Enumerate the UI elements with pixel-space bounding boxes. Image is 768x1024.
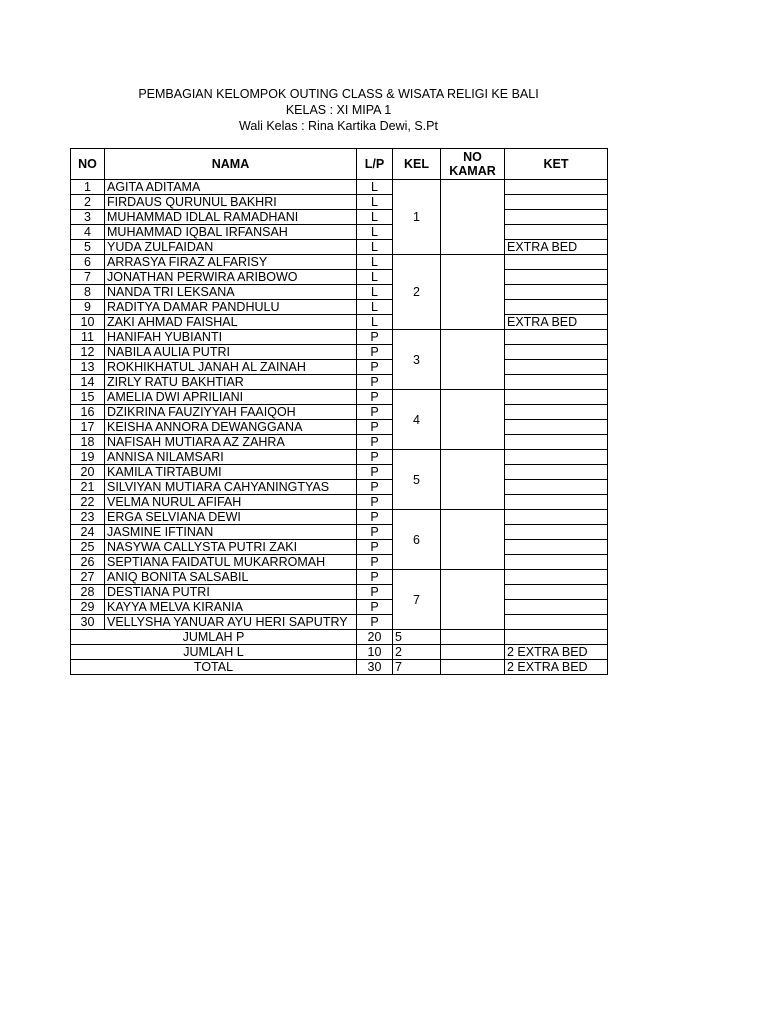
cell-no: 3	[71, 210, 105, 225]
cell-kel: 1	[393, 180, 441, 255]
cell-nama: SILVIYAN MUTIARA CAHYANINGTYAS	[105, 480, 357, 495]
cell-ket	[505, 525, 608, 540]
header-kel: KEL	[393, 149, 441, 180]
cell-lp: L	[357, 195, 393, 210]
cell-ket	[505, 195, 608, 210]
cell-lp: P	[357, 435, 393, 450]
cell-lp: L	[357, 300, 393, 315]
cell-nama: NASYWA CALLYSTA PUTRI ZAKI	[105, 540, 357, 555]
cell-nama: DZIKRINA FAUZIYYAH FAAIQOH	[105, 405, 357, 420]
cell-no: 13	[71, 360, 105, 375]
cell-ket	[505, 300, 608, 315]
header-ket: KET	[505, 149, 608, 180]
table-row	[71, 540, 608, 555]
table-row	[71, 180, 608, 195]
cell-lp: P	[357, 570, 393, 585]
cell-nama: SEPTIANA FAIDATUL MUKARROMAH	[105, 555, 357, 570]
table-row	[71, 405, 608, 420]
cell-no-kamar	[441, 450, 505, 510]
cell-ket	[505, 450, 608, 465]
table-row	[71, 255, 608, 270]
cell-ket	[505, 210, 608, 225]
cell-ket	[505, 495, 608, 510]
document-title: PEMBAGIAN KELOMPOK OUTING CLASS & WISATA RELIGI KE BALI	[138, 87, 539, 101]
cell-ket	[505, 435, 608, 450]
cell-lp: P	[357, 615, 393, 630]
summary-kel: 2	[393, 645, 441, 660]
cell-lp: P	[357, 330, 393, 345]
cell-no: 26	[71, 555, 105, 570]
cell-no: 24	[71, 525, 105, 540]
table-row	[71, 420, 608, 435]
summary-label: TOTAL	[71, 660, 357, 675]
table-row	[71, 300, 608, 315]
cell-no: 10	[71, 315, 105, 330]
table-row	[71, 495, 608, 510]
table-body	[71, 180, 608, 675]
group-table	[70, 148, 608, 675]
cell-no: 8	[71, 285, 105, 300]
cell-lp: P	[357, 420, 393, 435]
cell-ket	[505, 390, 608, 405]
table-row	[71, 210, 608, 225]
cell-nama: MUHAMMAD IQBAL IRFANSAH	[105, 225, 357, 240]
cell-no-kamar	[441, 180, 505, 255]
table-row	[71, 450, 608, 465]
cell-lp: P	[357, 525, 393, 540]
cell-no: 6	[71, 255, 105, 270]
header-lp: L/P	[357, 149, 393, 180]
cell-nama: KAMILA TIRTABUMI	[105, 465, 357, 480]
summary-row	[71, 630, 608, 645]
cell-lp: L	[357, 225, 393, 240]
cell-nama: ANIQ BONITA SALSABIL	[105, 570, 357, 585]
cell-ket	[505, 330, 608, 345]
table-row	[71, 555, 608, 570]
cell-no: 11	[71, 330, 105, 345]
cell-no: 17	[71, 420, 105, 435]
cell-nama: VELMA NURUL AFIFAH	[105, 495, 357, 510]
summary-row	[71, 660, 608, 675]
cell-ket	[505, 570, 608, 585]
cell-lp: L	[357, 285, 393, 300]
summary-label: JUMLAH L	[71, 645, 357, 660]
summary-kel: 7	[393, 660, 441, 675]
cell-nama: AMELIA DWI APRILIANI	[105, 390, 357, 405]
cell-nama: NABILA AULIA PUTRI	[105, 345, 357, 360]
cell-lp: P	[357, 480, 393, 495]
cell-no: 18	[71, 435, 105, 450]
table-row	[71, 270, 608, 285]
cell-lp: L	[357, 255, 393, 270]
cell-nama: DESTIANA PUTRI	[105, 585, 357, 600]
table-row	[71, 315, 608, 330]
summary-kamar	[441, 660, 505, 675]
table-row	[71, 195, 608, 210]
header-nama: NAMA	[105, 149, 357, 180]
summary-kamar	[441, 630, 505, 645]
cell-no: 1	[71, 180, 105, 195]
cell-ket	[505, 345, 608, 360]
cell-no: 5	[71, 240, 105, 255]
cell-lp: P	[357, 345, 393, 360]
cell-kel: 7	[393, 570, 441, 630]
table-row	[71, 435, 608, 450]
cell-ket	[505, 180, 608, 195]
table-row	[71, 285, 608, 300]
cell-nama: NANDA TRI LEKSANA	[105, 285, 357, 300]
cell-ket: EXTRA BED	[505, 240, 608, 255]
cell-ket: EXTRA BED	[505, 315, 608, 330]
title-block	[70, 86, 607, 134]
cell-ket	[505, 405, 608, 420]
cell-no: 22	[71, 495, 105, 510]
summary-kamar	[441, 645, 505, 660]
cell-nama: YUDA ZULFAIDAN	[105, 240, 357, 255]
cell-lp: P	[357, 600, 393, 615]
table-row	[71, 465, 608, 480]
table-row	[71, 615, 608, 630]
table-row	[71, 390, 608, 405]
cell-ket	[505, 615, 608, 630]
cell-ket	[505, 375, 608, 390]
table-row	[71, 345, 608, 360]
cell-kel: 2	[393, 255, 441, 330]
table-row	[71, 585, 608, 600]
cell-no-kamar	[441, 570, 505, 630]
cell-nama: ZIRLY RATU BAKHTIAR	[105, 375, 357, 390]
table-row	[71, 525, 608, 540]
summary-ket: 2 EXTRA BED	[505, 645, 608, 660]
cell-no: 16	[71, 405, 105, 420]
cell-no-kamar	[441, 390, 505, 450]
cell-ket	[505, 480, 608, 495]
table-row	[71, 510, 608, 525]
cell-no: 7	[71, 270, 105, 285]
cell-lp: P	[357, 450, 393, 465]
cell-no: 25	[71, 540, 105, 555]
cell-no: 29	[71, 600, 105, 615]
cell-ket	[505, 585, 608, 600]
cell-kel: 3	[393, 330, 441, 390]
cell-nama: VELLYSHA YANUAR AYU HERI SAPUTRY	[105, 615, 357, 630]
cell-ket	[505, 255, 608, 270]
table-row	[71, 330, 608, 345]
cell-nama: AGITA ADITAMA	[105, 180, 357, 195]
cell-no: 15	[71, 390, 105, 405]
summary-kel: 5	[393, 630, 441, 645]
cell-lp: P	[357, 585, 393, 600]
cell-no: 28	[71, 585, 105, 600]
cell-no: 12	[71, 345, 105, 360]
cell-no-kamar	[441, 330, 505, 390]
cell-no: 9	[71, 300, 105, 315]
cell-lp: L	[357, 240, 393, 255]
cell-nama: ANNISA NILAMSARI	[105, 450, 357, 465]
cell-nama: ROKHIKHATUL JANAH AL ZAINAH	[105, 360, 357, 375]
cell-lp: P	[357, 405, 393, 420]
cell-nama: KEISHA ANNORA DEWANGGANA	[105, 420, 357, 435]
cell-nama: ARRASYA FIRAZ ALFARISY	[105, 255, 357, 270]
summary-label: JUMLAH P	[71, 630, 357, 645]
table-header-row	[71, 149, 608, 180]
header-no-kamar-line2: KAMAR	[449, 164, 496, 178]
homeroom-line: Wali Kelas : Rina Kartika Dewi, S.Pt	[239, 119, 438, 133]
cell-lp: P	[357, 465, 393, 480]
cell-ket	[505, 555, 608, 570]
cell-ket	[505, 225, 608, 240]
cell-no-kamar	[441, 510, 505, 570]
summary-count: 10	[357, 645, 393, 660]
cell-nama: JASMINE IFTINAN	[105, 525, 357, 540]
table-row	[71, 360, 608, 375]
table-row	[71, 480, 608, 495]
cell-lp: P	[357, 540, 393, 555]
cell-no: 4	[71, 225, 105, 240]
cell-lp: L	[357, 180, 393, 195]
cell-ket	[505, 465, 608, 480]
cell-no: 27	[71, 570, 105, 585]
cell-nama: KAYYA MELVA KIRANIA	[105, 600, 357, 615]
summary-count: 30	[357, 660, 393, 675]
cell-no: 19	[71, 450, 105, 465]
cell-kel: 4	[393, 390, 441, 450]
table-row	[71, 225, 608, 240]
table-row	[71, 570, 608, 585]
header-no: NO	[71, 149, 105, 180]
cell-no: 21	[71, 480, 105, 495]
cell-no: 30	[71, 615, 105, 630]
cell-lp: P	[357, 495, 393, 510]
cell-ket	[505, 420, 608, 435]
summary-count: 20	[357, 630, 393, 645]
table-row	[71, 240, 608, 255]
cell-ket	[505, 510, 608, 525]
cell-nama: MUHAMMAD IDLAL RAMADHANI	[105, 210, 357, 225]
cell-ket	[505, 285, 608, 300]
cell-ket	[505, 360, 608, 375]
class-line: KELAS : XI MIPA 1	[285, 103, 392, 117]
summary-ket: 2 EXTRA BED	[505, 660, 608, 675]
summary-ket	[505, 630, 608, 645]
cell-lp: P	[357, 360, 393, 375]
cell-no-kamar	[441, 255, 505, 330]
cell-kel: 5	[393, 450, 441, 510]
cell-ket	[505, 270, 608, 285]
table-row	[71, 375, 608, 390]
cell-ket	[505, 540, 608, 555]
cell-lp: P	[357, 390, 393, 405]
cell-nama: RADITYA DAMAR PANDHULU	[105, 300, 357, 315]
cell-nama: JONATHAN PERWIRA ARIBOWO	[105, 270, 357, 285]
cell-nama: HANIFAH YUBIANTI	[105, 330, 357, 345]
cell-no: 2	[71, 195, 105, 210]
cell-nama: FIRDAUS QURUNUL BAKHRI	[105, 195, 357, 210]
summary-row	[71, 645, 608, 660]
header-no-kamar	[441, 149, 505, 180]
cell-lp: P	[357, 375, 393, 390]
cell-no: 23	[71, 510, 105, 525]
cell-no: 20	[71, 465, 105, 480]
header-no-kamar-line1: NO	[463, 150, 482, 164]
cell-ket	[505, 600, 608, 615]
cell-nama: ERGA SELVIANA DEWI	[105, 510, 357, 525]
cell-lp: L	[357, 315, 393, 330]
cell-lp: L	[357, 210, 393, 225]
cell-lp: P	[357, 555, 393, 570]
cell-no: 14	[71, 375, 105, 390]
table-row	[71, 600, 608, 615]
cell-lp: L	[357, 270, 393, 285]
cell-nama: NAFISAH MUTIARA AZ ZAHRA	[105, 435, 357, 450]
cell-kel: 6	[393, 510, 441, 570]
cell-nama: ZAKI AHMAD FAISHAL	[105, 315, 357, 330]
cell-lp: P	[357, 510, 393, 525]
